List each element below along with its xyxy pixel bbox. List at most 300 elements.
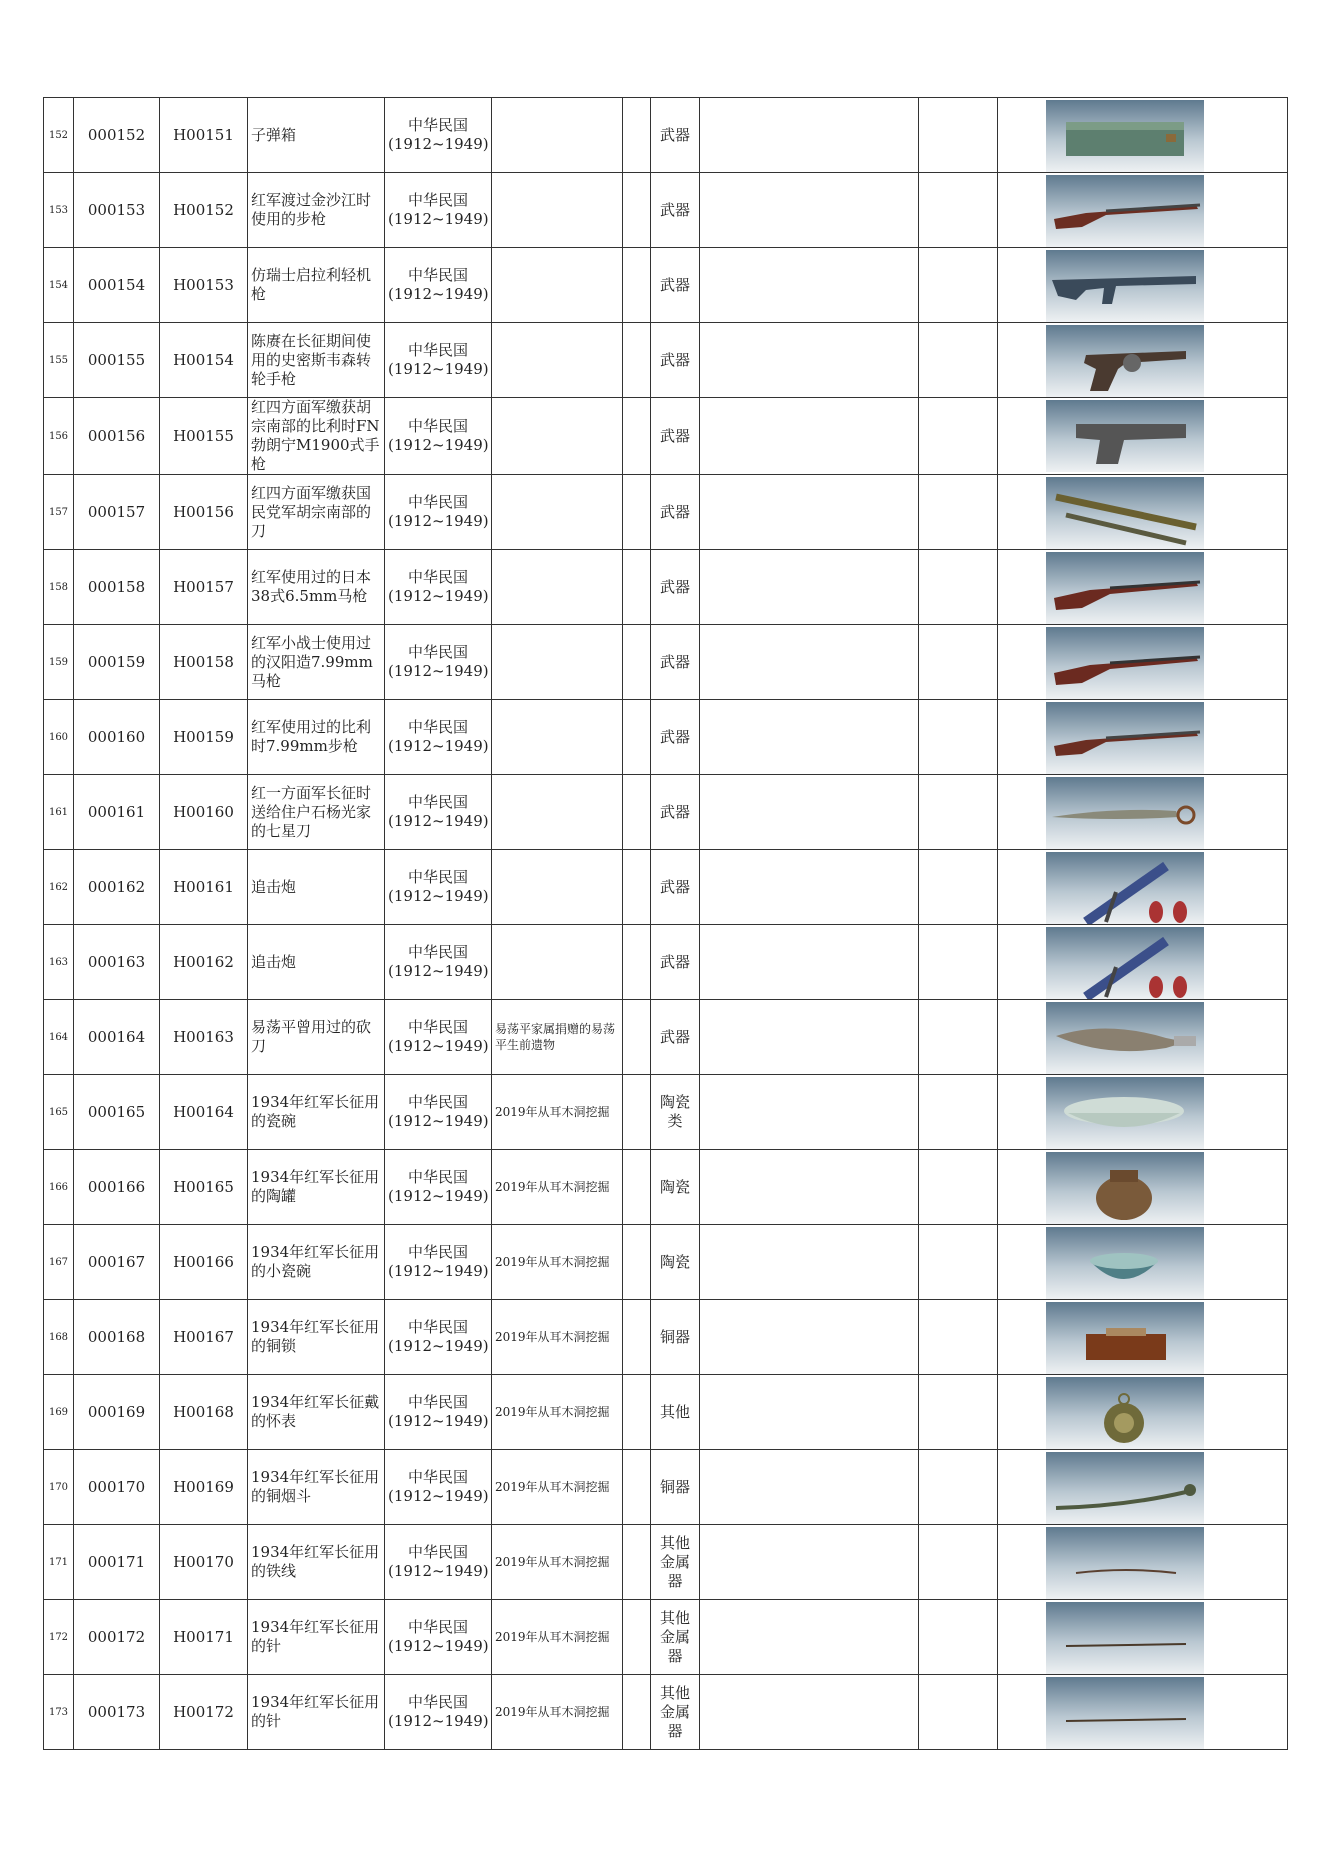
photo-cell xyxy=(998,1375,1288,1450)
source-note xyxy=(492,248,623,323)
item-name: 红军使用过的日本38式6.5mm马枪 xyxy=(248,550,385,625)
era-years: (1912~1949) xyxy=(388,962,489,980)
row-index: 167 xyxy=(44,1225,74,1300)
era-years: (1912~1949) xyxy=(388,1037,489,1055)
era-cell xyxy=(385,248,492,323)
empty-cell xyxy=(919,323,998,398)
item-name: 仿瑞士启拉利轻机枪 xyxy=(248,248,385,323)
item-type: 陶瓷 xyxy=(651,1225,700,1300)
catalog-number: H00171 xyxy=(160,1600,248,1675)
empty-cell xyxy=(700,925,919,1000)
empty-cell xyxy=(700,1675,919,1750)
empty-cell xyxy=(919,1225,998,1300)
catalog-number: H00155 xyxy=(160,398,248,475)
empty-cell xyxy=(700,1525,919,1600)
item-type: 其他金属器 xyxy=(651,1525,700,1600)
item-type: 武器 xyxy=(651,98,700,173)
row-index: 160 xyxy=(44,700,74,775)
table-row xyxy=(44,1675,1288,1750)
item-type: 武器 xyxy=(651,323,700,398)
empty-cell xyxy=(623,1450,651,1525)
item-type: 武器 xyxy=(651,775,700,850)
item-name: 1934年红军长征用的铁线 xyxy=(248,1525,385,1600)
empty-cell xyxy=(700,1000,919,1075)
empty-cell xyxy=(623,173,651,248)
era-name: 中华民国 xyxy=(407,417,468,435)
table-row xyxy=(44,1000,1288,1075)
collection-code: 000157 xyxy=(74,475,160,550)
item-name: 追击炮 xyxy=(248,925,385,1000)
source-note xyxy=(492,625,623,700)
source-note: 2019年从耳木洞挖掘 xyxy=(492,1675,623,1750)
era-name: 中华民国 xyxy=(407,341,468,359)
era-years: (1912~1949) xyxy=(388,1487,489,1505)
collection-code: 000173 xyxy=(74,1675,160,1750)
photo-cell xyxy=(998,1525,1288,1600)
empty-cell xyxy=(919,398,998,475)
item-type: 武器 xyxy=(651,700,700,775)
era-cell xyxy=(385,1000,492,1075)
era-years: (1912~1949) xyxy=(388,887,489,905)
machine-gun-icon xyxy=(1046,250,1204,322)
empty-cell xyxy=(919,475,998,550)
table-row xyxy=(44,625,1288,700)
photo-cell xyxy=(998,173,1288,248)
item-name: 红一方面军长征时送给住户石杨光家的七星刀 xyxy=(248,775,385,850)
era-years: (1912~1949) xyxy=(388,512,489,530)
empty-cell xyxy=(700,1225,919,1300)
era-cell xyxy=(385,700,492,775)
empty-cell xyxy=(700,1300,919,1375)
empty-cell xyxy=(700,1600,919,1675)
catalog-number: H00165 xyxy=(160,1150,248,1225)
source-note xyxy=(492,550,623,625)
row-index: 157 xyxy=(44,475,74,550)
item-name: 1934年红军长征用的针 xyxy=(248,1675,385,1750)
source-note xyxy=(492,323,623,398)
empty-cell xyxy=(700,475,919,550)
era-cell xyxy=(385,323,492,398)
empty-cell xyxy=(700,700,919,775)
row-index: 169 xyxy=(44,1375,74,1450)
catalog-number: H00168 xyxy=(160,1375,248,1450)
item-type: 其他金属器 xyxy=(651,1675,700,1750)
empty-cell xyxy=(700,248,919,323)
row-index: 165 xyxy=(44,1075,74,1150)
row-index: 173 xyxy=(44,1675,74,1750)
item-type: 武器 xyxy=(651,925,700,1000)
era-name: 中华民国 xyxy=(407,1168,468,1186)
table-row xyxy=(44,98,1288,173)
empty-cell xyxy=(623,1000,651,1075)
era-cell xyxy=(385,1675,492,1750)
era-name: 中华民国 xyxy=(407,868,468,886)
source-note xyxy=(492,475,623,550)
era-cell xyxy=(385,173,492,248)
porcelain-bowl-icon xyxy=(1046,1077,1204,1149)
photo-cell xyxy=(998,550,1288,625)
catalog-number: H00158 xyxy=(160,625,248,700)
collection-code: 000161 xyxy=(74,775,160,850)
table-row xyxy=(44,398,1288,475)
empty-cell xyxy=(623,1300,651,1375)
empty-cell xyxy=(700,775,919,850)
item-name: 红军使用过的比利时7.99mm步枪 xyxy=(248,700,385,775)
source-note xyxy=(492,925,623,1000)
item-type: 武器 xyxy=(651,248,700,323)
era-name: 中华民国 xyxy=(407,793,468,811)
empty-cell xyxy=(700,1450,919,1525)
era-cell xyxy=(385,1075,492,1150)
photo-cell xyxy=(998,1600,1288,1675)
empty-cell xyxy=(623,700,651,775)
item-type: 武器 xyxy=(651,850,700,925)
era-years: (1912~1949) xyxy=(388,1562,489,1580)
empty-cell xyxy=(700,323,919,398)
empty-cell xyxy=(623,1150,651,1225)
item-name: 红军渡过金沙江时使用的步枪 xyxy=(248,173,385,248)
era-years: (1912~1949) xyxy=(388,812,489,830)
era-cell xyxy=(385,475,492,550)
era-years: (1912~1949) xyxy=(388,662,489,680)
collection-code: 000153 xyxy=(74,173,160,248)
collection-code: 000168 xyxy=(74,1300,160,1375)
empty-cell xyxy=(919,850,998,925)
era-years: (1912~1949) xyxy=(388,587,489,605)
empty-cell xyxy=(700,625,919,700)
empty-cell xyxy=(700,1075,919,1150)
source-note: 2019年从耳木洞挖掘 xyxy=(492,1525,623,1600)
mortar-icon xyxy=(1046,852,1204,924)
item-type: 武器 xyxy=(651,550,700,625)
era-name: 中华民国 xyxy=(407,568,468,586)
mortar-icon xyxy=(1046,927,1204,999)
carbine-icon xyxy=(1046,552,1204,624)
era-name: 中华民国 xyxy=(407,643,468,661)
catalog-number: H00151 xyxy=(160,98,248,173)
item-name: 1934年红军长征用的针 xyxy=(248,1600,385,1675)
catalog-number: H00154 xyxy=(160,323,248,398)
row-index: 164 xyxy=(44,1000,74,1075)
empty-cell xyxy=(623,775,651,850)
rifle-icon xyxy=(1046,702,1204,774)
era-years: (1912~1949) xyxy=(388,1637,489,1655)
row-index: 163 xyxy=(44,925,74,1000)
collection-code: 000170 xyxy=(74,1450,160,1525)
collection-code: 000167 xyxy=(74,1225,160,1300)
era-name: 中华民国 xyxy=(407,1543,468,1561)
era-years: (1912~1949) xyxy=(388,1337,489,1355)
empty-cell xyxy=(700,398,919,475)
row-index: 155 xyxy=(44,323,74,398)
empty-cell xyxy=(919,1000,998,1075)
table-row xyxy=(44,700,1288,775)
era-years: (1912~1949) xyxy=(388,210,489,228)
catalog-number: H00157 xyxy=(160,550,248,625)
era-name: 中华民国 xyxy=(407,266,468,284)
machete-icon xyxy=(1046,1002,1204,1074)
empty-cell xyxy=(700,98,919,173)
empty-cell xyxy=(700,850,919,925)
source-note: 2019年从耳木洞挖掘 xyxy=(492,1075,623,1150)
era-cell xyxy=(385,1225,492,1300)
photo-cell xyxy=(998,925,1288,1000)
photo-cell xyxy=(998,398,1288,475)
source-note: 2019年从耳木洞挖掘 xyxy=(492,1450,623,1525)
empty-cell xyxy=(919,700,998,775)
item-name: 1934年红军长征用的瓷碗 xyxy=(248,1075,385,1150)
collection-code: 000164 xyxy=(74,1000,160,1075)
catalog-number: H00162 xyxy=(160,925,248,1000)
item-name: 红四方面军缴获国民党军胡宗南部的刀 xyxy=(248,475,385,550)
empty-cell xyxy=(623,1675,651,1750)
collection-code: 000169 xyxy=(74,1375,160,1450)
item-name: 红军小战士使用过的汉阳造7.99mm马枪 xyxy=(248,625,385,700)
era-name: 中华民国 xyxy=(407,718,468,736)
photo-cell xyxy=(998,1225,1288,1300)
empty-cell xyxy=(623,1375,651,1450)
empty-cell xyxy=(919,625,998,700)
item-type: 陶瓷 xyxy=(651,1150,700,1225)
era-cell xyxy=(385,550,492,625)
era-cell xyxy=(385,398,492,475)
needle-icon xyxy=(1046,1602,1204,1674)
era-years: (1912~1949) xyxy=(388,1412,489,1430)
table-row xyxy=(44,248,1288,323)
era-cell xyxy=(385,98,492,173)
era-years: (1912~1949) xyxy=(388,135,489,153)
table-row xyxy=(44,1225,1288,1300)
photo-cell xyxy=(998,1000,1288,1075)
source-note xyxy=(492,398,623,475)
empty-cell xyxy=(623,475,651,550)
catalog-number: H00156 xyxy=(160,475,248,550)
era-name: 中华民国 xyxy=(407,493,468,511)
catalog-number: H00169 xyxy=(160,1450,248,1525)
empty-cell xyxy=(623,1600,651,1675)
empty-cell xyxy=(623,925,651,1000)
collection-code: 000171 xyxy=(74,1525,160,1600)
era-name: 中华民国 xyxy=(407,1693,468,1711)
empty-cell xyxy=(919,1150,998,1225)
table-row xyxy=(44,1300,1288,1375)
empty-cell xyxy=(623,1225,651,1300)
item-name: 红四方面军缴获胡宗南部的比利时FN勃朗宁M1900式手枪 xyxy=(248,398,385,475)
row-index: 154 xyxy=(44,248,74,323)
empty-cell xyxy=(623,323,651,398)
pocket-watch-icon xyxy=(1046,1377,1204,1449)
row-index: 159 xyxy=(44,625,74,700)
era-cell xyxy=(385,925,492,1000)
item-type: 铜器 xyxy=(651,1450,700,1525)
empty-cell xyxy=(919,1300,998,1375)
item-name: 追击炮 xyxy=(248,850,385,925)
era-cell xyxy=(385,1600,492,1675)
table-row xyxy=(44,323,1288,398)
era-years: (1912~1949) xyxy=(388,1112,489,1130)
catalog-number: H00166 xyxy=(160,1225,248,1300)
photo-cell xyxy=(998,700,1288,775)
photo-cell xyxy=(998,1300,1288,1375)
small-bowl-icon xyxy=(1046,1227,1204,1299)
sword-icon xyxy=(1046,477,1204,549)
era-name: 中华民国 xyxy=(407,1243,468,1261)
table-row xyxy=(44,173,1288,248)
catalog-number: H00161 xyxy=(160,850,248,925)
source-note xyxy=(492,173,623,248)
empty-cell xyxy=(919,173,998,248)
item-name: 易荡平曾用过的砍刀 xyxy=(248,1000,385,1075)
era-cell xyxy=(385,775,492,850)
empty-cell xyxy=(919,1525,998,1600)
catalog-number: H00153 xyxy=(160,248,248,323)
ammo-box-icon xyxy=(1046,100,1204,172)
source-note: 2019年从耳木洞挖掘 xyxy=(492,1375,623,1450)
photo-cell xyxy=(998,1075,1288,1150)
empty-cell xyxy=(919,925,998,1000)
table-row xyxy=(44,1525,1288,1600)
photo-cell xyxy=(998,323,1288,398)
collection-code: 000154 xyxy=(74,248,160,323)
era-name: 中华民国 xyxy=(407,1318,468,1336)
collection-code: 000159 xyxy=(74,625,160,700)
item-type: 陶瓷类 xyxy=(651,1075,700,1150)
row-index: 161 xyxy=(44,775,74,850)
item-type: 其他 xyxy=(651,1375,700,1450)
era-years: (1912~1949) xyxy=(388,436,489,454)
item-type: 武器 xyxy=(651,1000,700,1075)
era-name: 中华民国 xyxy=(407,116,468,134)
era-cell xyxy=(385,1450,492,1525)
table-row xyxy=(44,775,1288,850)
item-name: 子弹箱 xyxy=(248,98,385,173)
era-years: (1912~1949) xyxy=(388,1187,489,1205)
carbine-icon xyxy=(1046,627,1204,699)
needle-icon xyxy=(1046,1677,1204,1749)
empty-cell xyxy=(700,550,919,625)
item-name: 1934年红军长征戴的怀表 xyxy=(248,1375,385,1450)
era-name: 中华民国 xyxy=(407,1093,468,1111)
table-row xyxy=(44,475,1288,550)
revolver-icon xyxy=(1046,325,1204,397)
empty-cell xyxy=(623,398,651,475)
empty-cell xyxy=(623,248,651,323)
table-row xyxy=(44,1450,1288,1525)
source-note: 易荡平家属捐赠的易荡平生前遗物 xyxy=(492,1000,623,1075)
row-index: 172 xyxy=(44,1600,74,1675)
catalog-number: H00164 xyxy=(160,1075,248,1150)
photo-cell xyxy=(998,625,1288,700)
empty-cell xyxy=(919,98,998,173)
photo-cell xyxy=(998,248,1288,323)
catalog-number: H00152 xyxy=(160,173,248,248)
era-years: (1912~1949) xyxy=(388,360,489,378)
row-index: 168 xyxy=(44,1300,74,1375)
clay-jar-icon xyxy=(1046,1152,1204,1224)
collection-code: 000165 xyxy=(74,1075,160,1150)
empty-cell xyxy=(623,850,651,925)
photo-cell xyxy=(998,475,1288,550)
empty-cell xyxy=(919,1375,998,1450)
catalog-number: H00167 xyxy=(160,1300,248,1375)
empty-cell xyxy=(700,173,919,248)
row-index: 153 xyxy=(44,173,74,248)
era-cell xyxy=(385,850,492,925)
source-note xyxy=(492,700,623,775)
photo-cell xyxy=(998,775,1288,850)
copper-pipe-icon xyxy=(1046,1452,1204,1524)
item-type: 武器 xyxy=(651,625,700,700)
collection-table xyxy=(43,97,1288,1750)
empty-cell xyxy=(623,98,651,173)
table-row xyxy=(44,850,1288,925)
empty-cell xyxy=(919,1600,998,1675)
empty-cell xyxy=(700,1375,919,1450)
era-years: (1912~1949) xyxy=(388,737,489,755)
empty-cell xyxy=(623,550,651,625)
table-row xyxy=(44,1375,1288,1450)
table-row xyxy=(44,925,1288,1000)
table-row xyxy=(44,1150,1288,1225)
table-row xyxy=(44,1600,1288,1675)
source-note: 2019年从耳木洞挖掘 xyxy=(492,1150,623,1225)
era-name: 中华民国 xyxy=(407,943,468,961)
collection-code: 000163 xyxy=(74,925,160,1000)
item-name: 1934年红军长征用的陶罐 xyxy=(248,1150,385,1225)
era-name: 中华民国 xyxy=(407,1468,468,1486)
table-row xyxy=(44,1075,1288,1150)
empty-cell xyxy=(623,1075,651,1150)
empty-cell xyxy=(700,1150,919,1225)
source-note xyxy=(492,850,623,925)
item-type: 武器 xyxy=(651,398,700,475)
item-name: 1934年红军长征用的小瓷碗 xyxy=(248,1225,385,1300)
catalog-number: H00170 xyxy=(160,1525,248,1600)
catalog-number: H00172 xyxy=(160,1675,248,1750)
empty-cell xyxy=(919,248,998,323)
collection-code: 000172 xyxy=(74,1600,160,1675)
era-years: (1912~1949) xyxy=(388,1712,489,1730)
item-name: 1934年红军长征用的铜烟斗 xyxy=(248,1450,385,1525)
pistol-icon xyxy=(1046,400,1204,472)
row-index: 156 xyxy=(44,398,74,475)
item-type: 武器 xyxy=(651,475,700,550)
photo-cell xyxy=(998,1450,1288,1525)
era-cell xyxy=(385,625,492,700)
era-name: 中华民国 xyxy=(407,1393,468,1411)
era-name: 中华民国 xyxy=(407,1018,468,1036)
era-years: (1912~1949) xyxy=(388,1262,489,1280)
empty-cell xyxy=(919,1450,998,1525)
photo-cell xyxy=(998,1150,1288,1225)
era-cell xyxy=(385,1300,492,1375)
collection-code: 000152 xyxy=(74,98,160,173)
empty-cell xyxy=(919,775,998,850)
era-cell xyxy=(385,1150,492,1225)
item-type: 其他金属器 xyxy=(651,1600,700,1675)
photo-cell xyxy=(998,850,1288,925)
item-type: 武器 xyxy=(651,173,700,248)
photo-cell xyxy=(998,1675,1288,1750)
row-index: 166 xyxy=(44,1150,74,1225)
rifle-icon xyxy=(1046,175,1204,247)
collection-code: 000156 xyxy=(74,398,160,475)
source-note xyxy=(492,775,623,850)
collection-code: 000160 xyxy=(74,700,160,775)
row-index: 152 xyxy=(44,98,74,173)
era-cell xyxy=(385,1525,492,1600)
iron-wire-icon xyxy=(1046,1527,1204,1599)
